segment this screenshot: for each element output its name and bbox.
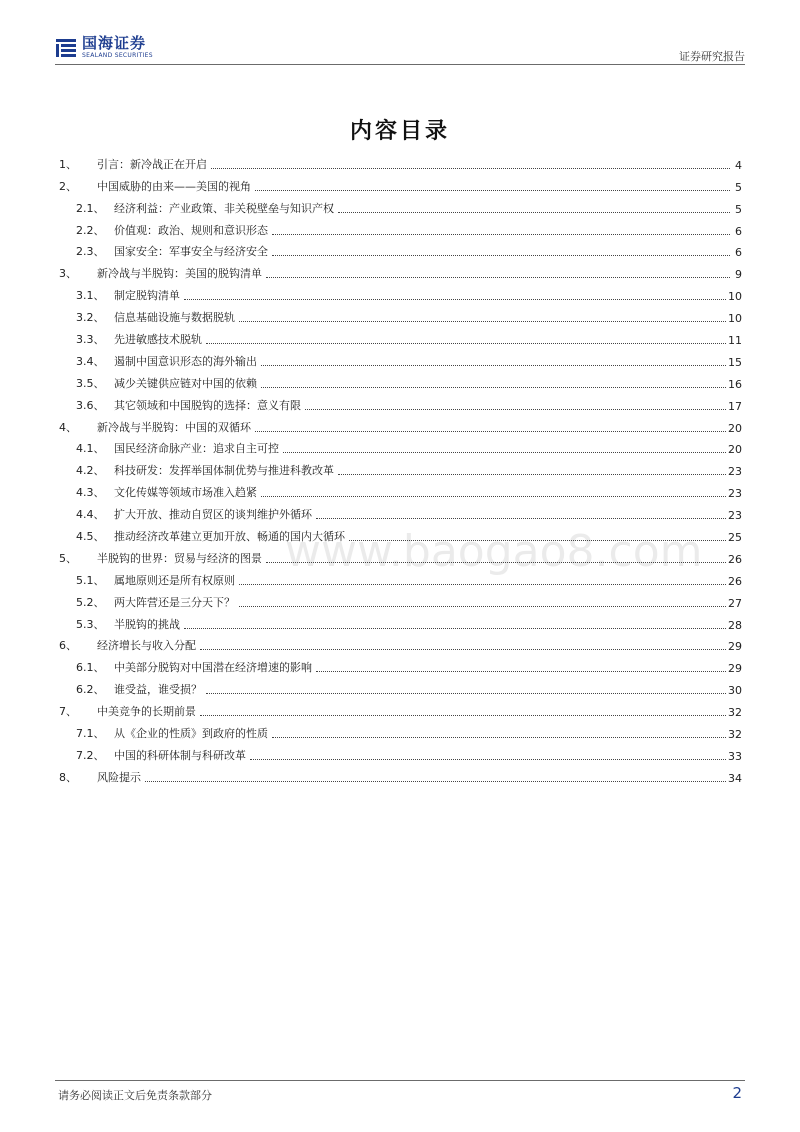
sealand-logo-icon: [55, 37, 77, 59]
toc-entry-title: 价值观：政治、规则和意识形态: [114, 223, 268, 237]
toc-entry-number: 4.2、: [76, 464, 105, 478]
toc-dot-leader: [305, 409, 726, 410]
toc-dot-leader: [184, 299, 726, 300]
toc-entry-page: 15: [728, 355, 742, 369]
toc-entry-number: 7.1、: [76, 727, 105, 741]
toc-entry[interactable]: [59, 259, 742, 281]
toc-dot-leader: [206, 693, 726, 694]
toc-entry-page: 6: [735, 246, 742, 260]
toc-entry-number: 8、: [59, 770, 77, 784]
toc-entry[interactable]: [59, 653, 742, 675]
toc-dot-leader: [239, 606, 726, 607]
toc-entry-title: 制定脱钩清单: [114, 289, 180, 303]
toc-entry-page: 10: [728, 312, 742, 326]
toc-dot-leader: [255, 431, 726, 432]
toc-entry-number: 2.2、: [76, 223, 105, 237]
toc-dot-leader: [184, 628, 726, 629]
toc-entry-title: 中国威胁的由来——美国的视角: [97, 179, 251, 193]
toc-entry-title: 半脱钩的世界：贸易与经济的图景: [97, 551, 262, 565]
toc-dot-leader: [272, 737, 726, 738]
toc-entry-page: 29: [728, 640, 742, 654]
toc-entry-title: 遏制中国意识形态的海外输出: [114, 354, 257, 368]
toc-entry-number: 3.3、: [76, 333, 105, 347]
toc-dot-leader: [338, 474, 726, 475]
toc-entry-title: 中美竞争的长期前景: [97, 705, 196, 719]
toc-entry-page: 16: [728, 377, 742, 391]
toc-dot-leader: [261, 496, 726, 497]
toc-dot-leader: [266, 277, 730, 278]
toc-entry-number: 3、: [59, 267, 77, 281]
toc-entry[interactable]: [59, 588, 742, 610]
toc-entry[interactable]: [59, 347, 742, 369]
brand-logo: [55, 36, 153, 59]
toc-entry-number: 4、: [59, 420, 77, 434]
toc-entry-page: 34: [728, 771, 742, 785]
toc-entry-title: 国民经济命脉产业：追求自主可控: [114, 442, 279, 456]
toc-entry-number: 2.1、: [76, 201, 105, 215]
toc-entry[interactable]: [59, 303, 742, 325]
footer-disclaimer: 请务必阅读正文后免责条款部分: [58, 1089, 212, 1102]
toc-dot-leader: [200, 649, 726, 650]
toc-entry-title: 半脱钩的挑战: [114, 617, 180, 631]
toc-entry-title: 推动经济改革建立更加开放、畅通的国内大循环: [114, 530, 345, 544]
toc-entry[interactable]: [59, 391, 742, 413]
toc-entry[interactable]: [59, 150, 742, 172]
toc-entry-page: 20: [728, 443, 742, 457]
brand-name-en: SEALAND SECURITIES: [82, 52, 153, 59]
toc-entry-number: 7.2、: [76, 748, 105, 762]
toc-dot-leader: [272, 255, 730, 256]
toc-entry-title: 扩大开放、推动自贸区的谈判维护外循环: [114, 508, 312, 522]
report-type-label: 证券研究报告: [679, 50, 745, 63]
toc-entry-number: 5.3、: [76, 617, 105, 631]
toc-dot-leader: [283, 452, 726, 453]
toc-entry[interactable]: [59, 216, 742, 238]
toc-entry-number: 4.5、: [76, 530, 105, 544]
toc-entry[interactable]: [59, 238, 742, 260]
toc-entry-number: 3.4、: [76, 354, 105, 368]
toc-entry-page: 11: [728, 334, 742, 348]
toc-entry-page: 33: [728, 749, 742, 763]
toc-entry[interactable]: [59, 456, 742, 478]
toc-entry[interactable]: [59, 697, 742, 719]
toc-entry-page: 9: [735, 268, 742, 282]
toc-entry[interactable]: [59, 632, 742, 654]
toc-entry-title: 两大阵营还是三分天下？: [114, 595, 235, 609]
toc-entry-title: 新冷战与半脱钩：中国的双循环: [97, 420, 251, 434]
toc-entry-title: 科技研发：发挥举国体制优势与推进科教改革: [114, 464, 334, 478]
toc-entry-page: 5: [735, 180, 742, 194]
toc-entry[interactable]: [59, 478, 742, 500]
toc-entry[interactable]: [59, 413, 742, 435]
toc-entry-page: 23: [728, 465, 742, 479]
toc-entry-number: 3.5、: [76, 376, 105, 390]
toc-entry-page: 6: [735, 224, 742, 238]
toc-entry-title: 引言：新冷战正在开启: [97, 157, 207, 171]
toc-dot-leader: [200, 715, 726, 716]
toc-entry-title: 中美部分脱钩对中国潜在经济增速的影响: [114, 661, 312, 675]
toc-entry-page: 23: [728, 509, 742, 523]
toc-entry-page: 17: [728, 399, 742, 413]
toc-dot-leader: [266, 562, 726, 563]
toc-dot-leader: [255, 190, 730, 191]
toc-entry[interactable]: [59, 194, 742, 216]
toc-entry-title: 先进敏感技术脱轨: [114, 333, 202, 347]
toc-entry-number: 3.1、: [76, 289, 105, 303]
toc-entry-page: 30: [728, 684, 742, 698]
toc-dot-leader: [239, 321, 726, 322]
toc-entry-number: 7、: [59, 705, 77, 719]
toc-entry-title: 经济利益：产业政策、非关税壁垒与知识产权: [114, 201, 334, 215]
toc-dot-leader: [261, 387, 726, 388]
toc-dot-leader: [316, 671, 726, 672]
toc-entry-number: 4.3、: [76, 486, 105, 500]
toc-entry-page: 26: [728, 574, 742, 588]
toc-entry-page: 28: [728, 618, 742, 632]
toc-dot-leader: [145, 781, 726, 782]
toc-entry[interactable]: [59, 281, 742, 303]
toc-entry-page: 25: [728, 531, 742, 545]
toc-entry-page: 26: [728, 552, 742, 566]
toc-entry[interactable]: [59, 763, 742, 785]
toc-entry-number: 5.2、: [76, 595, 105, 609]
toc-entry[interactable]: [59, 369, 742, 391]
toc-entry[interactable]: [59, 522, 742, 544]
toc-entry-number: 6.2、: [76, 683, 105, 697]
toc-entry[interactable]: [59, 435, 742, 457]
header-divider: [55, 64, 745, 65]
footer-divider: [55, 1080, 745, 1081]
toc-entry-page: 29: [728, 662, 742, 676]
toc-entry-number: 2、: [59, 179, 77, 193]
toc-entry-page: 20: [728, 421, 742, 435]
toc-entry-title: 谁受益，谁受损？: [114, 683, 202, 697]
toc-entry-number: 3.6、: [76, 398, 105, 412]
toc-entry-title: 减少关键供应链对中国的依赖: [114, 376, 257, 390]
toc-entry[interactable]: [59, 172, 742, 194]
toc-entry[interactable]: [59, 719, 742, 741]
watermark: www.baogao8.com: [285, 526, 703, 577]
toc-dot-leader: [250, 759, 726, 760]
toc-entry-page: 5: [735, 202, 742, 216]
toc-entry-number: 6.1、: [76, 661, 105, 675]
toc-dot-leader: [261, 365, 726, 366]
table-of-contents: [59, 150, 742, 785]
toc-entry-page: 32: [728, 728, 742, 742]
toc-entry-title: 风险提示: [97, 770, 141, 784]
toc-dot-leader: [338, 212, 730, 213]
toc-entry-number: 3.2、: [76, 311, 105, 325]
toc-entry-title: 信息基础设施与数据脱轨: [114, 311, 235, 325]
toc-entry-number: 4.1、: [76, 442, 105, 456]
toc-entry[interactable]: [59, 325, 742, 347]
toc-entry-page: 32: [728, 706, 742, 720]
toc-entry-title: 属地原则还是所有权原则: [114, 573, 235, 587]
toc-entry[interactable]: [59, 741, 742, 763]
toc-dot-leader: [239, 584, 726, 585]
toc-entry-number: 2.3、: [76, 245, 105, 259]
toc-dot-leader: [272, 234, 730, 235]
toc-entry[interactable]: [59, 566, 742, 588]
toc-entry-title: 新冷战与半脱钩：美国的脱钩清单: [97, 267, 262, 281]
toc-entry-title: 经济增长与收入分配: [97, 639, 196, 653]
toc-dot-leader: [349, 540, 726, 541]
toc-entry-title: 国家安全：军事安全与经济安全: [114, 245, 268, 259]
toc-entry-title: 其它领域和中国脱钩的选择：意义有限: [114, 398, 301, 412]
toc-entry[interactable]: [59, 675, 742, 697]
toc-entry-page: 10: [728, 290, 742, 304]
toc-entry[interactable]: [59, 544, 742, 566]
toc-dot-leader: [211, 168, 730, 169]
toc-entry-title: 文化传媒等领域市场准入趋紧: [114, 486, 257, 500]
toc-entry-number: 5.1、: [76, 573, 105, 587]
toc-entry-number: 4.4、: [76, 508, 105, 522]
page-number: 2: [732, 1084, 742, 1102]
toc-entry-number: 1、: [59, 157, 77, 171]
toc-entry[interactable]: [59, 610, 742, 632]
toc-entry[interactable]: [59, 500, 742, 522]
toc-entry-number: 6、: [59, 639, 77, 653]
toc-entry-number: 5、: [59, 551, 77, 565]
toc-dot-leader: [206, 343, 726, 344]
toc-dot-leader: [316, 518, 726, 519]
toc-entry-title: 从《企业的性质》到政府的性质: [114, 727, 268, 741]
toc-entry-page: 23: [728, 487, 742, 501]
toc-entry-title: 中国的科研体制与科研改革: [114, 748, 246, 762]
toc-entry-page: 4: [735, 158, 742, 172]
toc-entry-page: 27: [728, 596, 742, 610]
toc-title: 内容目录: [349, 119, 450, 144]
brand-name-cn: 国海证券: [82, 34, 147, 52]
